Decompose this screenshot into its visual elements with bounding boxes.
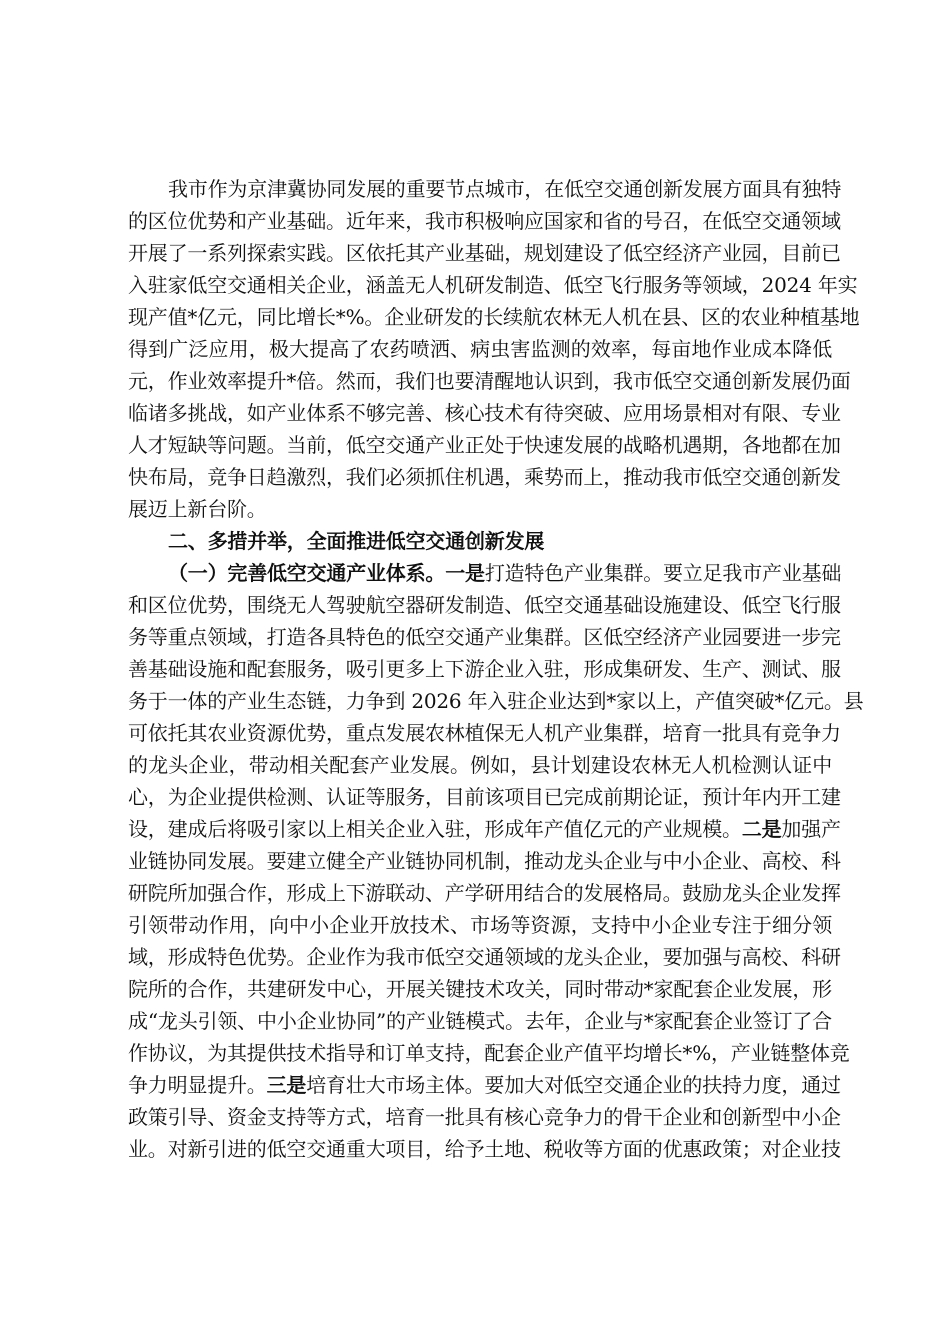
subsection-paragraph [128,557,864,1165]
paragraph-line: 务于一体的产业生态链，力争到 2026 年入驻企业达到*家以上，产值突破*亿元。县 [128,689,864,713]
paragraph-line [128,1069,841,1101]
paragraph-line: 心，为企业提供检测、认证等服务，目前该项目已完成前期论证，预计年内开工建 [128,785,841,809]
line-text: 设，建成后将吸引家以上相关企业入驻，形成年产值亿元的产业规模。 [128,817,742,841]
paragraph-line: 研院所加强合作，形成上下游联动、产学研用结合的发展格局。鼓励龙头企业发挥 [128,881,841,905]
subsection-title: （一）完善低空交通产业体系。 [168,561,446,585]
paragraph-line [128,557,842,589]
paragraph-line: 元，作业效率提升*倍。然而，我们也要清醒地认识到，我市低空交通创新发展仍面 [128,369,851,393]
paragraph-line: 和区位优势，围绕无人驾驶航空器研发制造、低空交通基础设施建设、低空飞行服 [128,593,841,617]
paragraph-line: 善基础设施和配套服务，吸引更多上下游企业入驻，形成集研发、生产、测试、服 [128,657,841,681]
paragraph-line: 业链协同发展。要建立健全产业链协同机制，推动龙头企业与中小企业、高校、科 [128,849,841,873]
paragraph-line: 展迈上新台阶。 [128,497,267,521]
paragraph-line: 入驻家低空交通相关企业，涵盖无人机研发制造、低空飞行服务等领域，2024 年实 [128,273,858,297]
paragraph-line: 开展了一系列探索实践。区依托其产业基础，规划建设了低空经济产业园，目前已 [128,241,841,265]
paragraph-line: 业。对新引进的低空交通重大项目，给予土地、税收等方面的优惠政策；对企业技 [128,1137,841,1161]
paragraph-line: 院所的合作，共建研发中心，开展关键技术攻关，同时带动*家配套企业发展，形 [128,977,832,1001]
paragraph-line: 引领带动作用，向中小企业开放技术、市场等资源，支持中小企业专注于细分领 [128,913,832,937]
paragraph-line: 现产值*亿元，同比增长*%。企业研发的长续航农林无人机在县、区的农业种植基地 [128,305,860,329]
paragraph-line: 可依托其农业资源优势，重点发展农林植保无人机产业集群，培育一批具有竞争力 [128,721,841,745]
paragraph-line: 成“龙头引领、中小企业协同”的产业链模式。去年，企业与*家配套企业签订了合 [128,1009,832,1033]
line-text: 培育壮大市场主体。要加大对低空交通企业的扶持力度，通过 [306,1073,841,1097]
paragraph-line: 的龙头企业，带动相关配套产业发展。例如，县计划建设农林无人机检测认证中 [128,753,832,777]
paragraph-line: 作协议，为其提供技术指导和订单支持，配套企业产值平均增长*%，产业链整体竞 [128,1041,850,1065]
paragraph-line [128,813,841,845]
paragraph-line: 临诸多挑战，如产业体系不够完善、核心技术有待突破、应用场景相对有限、专业 [128,401,841,425]
line-text: 争力明显提升。 [128,1073,267,1097]
point-label: 一是 [445,561,485,585]
paragraph-line: 得到广泛应用，极大提高了农药喷洒、病虫害监测的效率，每亩地作业成本降低 [128,337,832,361]
line-text: 加强产 [781,817,841,841]
paragraph-line: 人才短缺等问题。当前，低空交通产业正处于快速发展的战略机遇期，各地都在加 [128,433,841,457]
point-label: 二是 [741,817,782,841]
document-page [128,173,864,1165]
paragraph-line: 快布局，竞争日趋激烈，我们必须抓住机遇，乘势而上，推动我市低空交通创新发 [128,465,841,489]
paragraph-line: 的区位优势和产业基础。近年来，我市积极响应国家和省的号召，在低空交通领域 [128,209,841,233]
paragraph-line: 务等重点领域，打造各具特色的低空交通产业集群。区低空经济产业园要进一步完 [128,625,841,649]
line-text: 打造特色产业集群。要立足我市产业基础 [484,561,842,585]
point-label: 三是 [266,1073,307,1097]
paragraph-line: 域，形成特色优势。企业作为我市低空交通领域的龙头企业，要加强与高校、科研 [128,945,841,969]
paragraph-line: 我市作为京津冀协同发展的重要节点城市，在低空交通创新发展方面具有独特 [168,177,842,201]
intro-paragraph [128,173,860,525]
section-heading: 二、多措并举，全面推进低空交通创新发展 [168,529,545,553]
paragraph-line: 政策引导、资金支持等方式，培育一批具有核心竞争力的骨干企业和创新型中小企 [128,1105,841,1129]
